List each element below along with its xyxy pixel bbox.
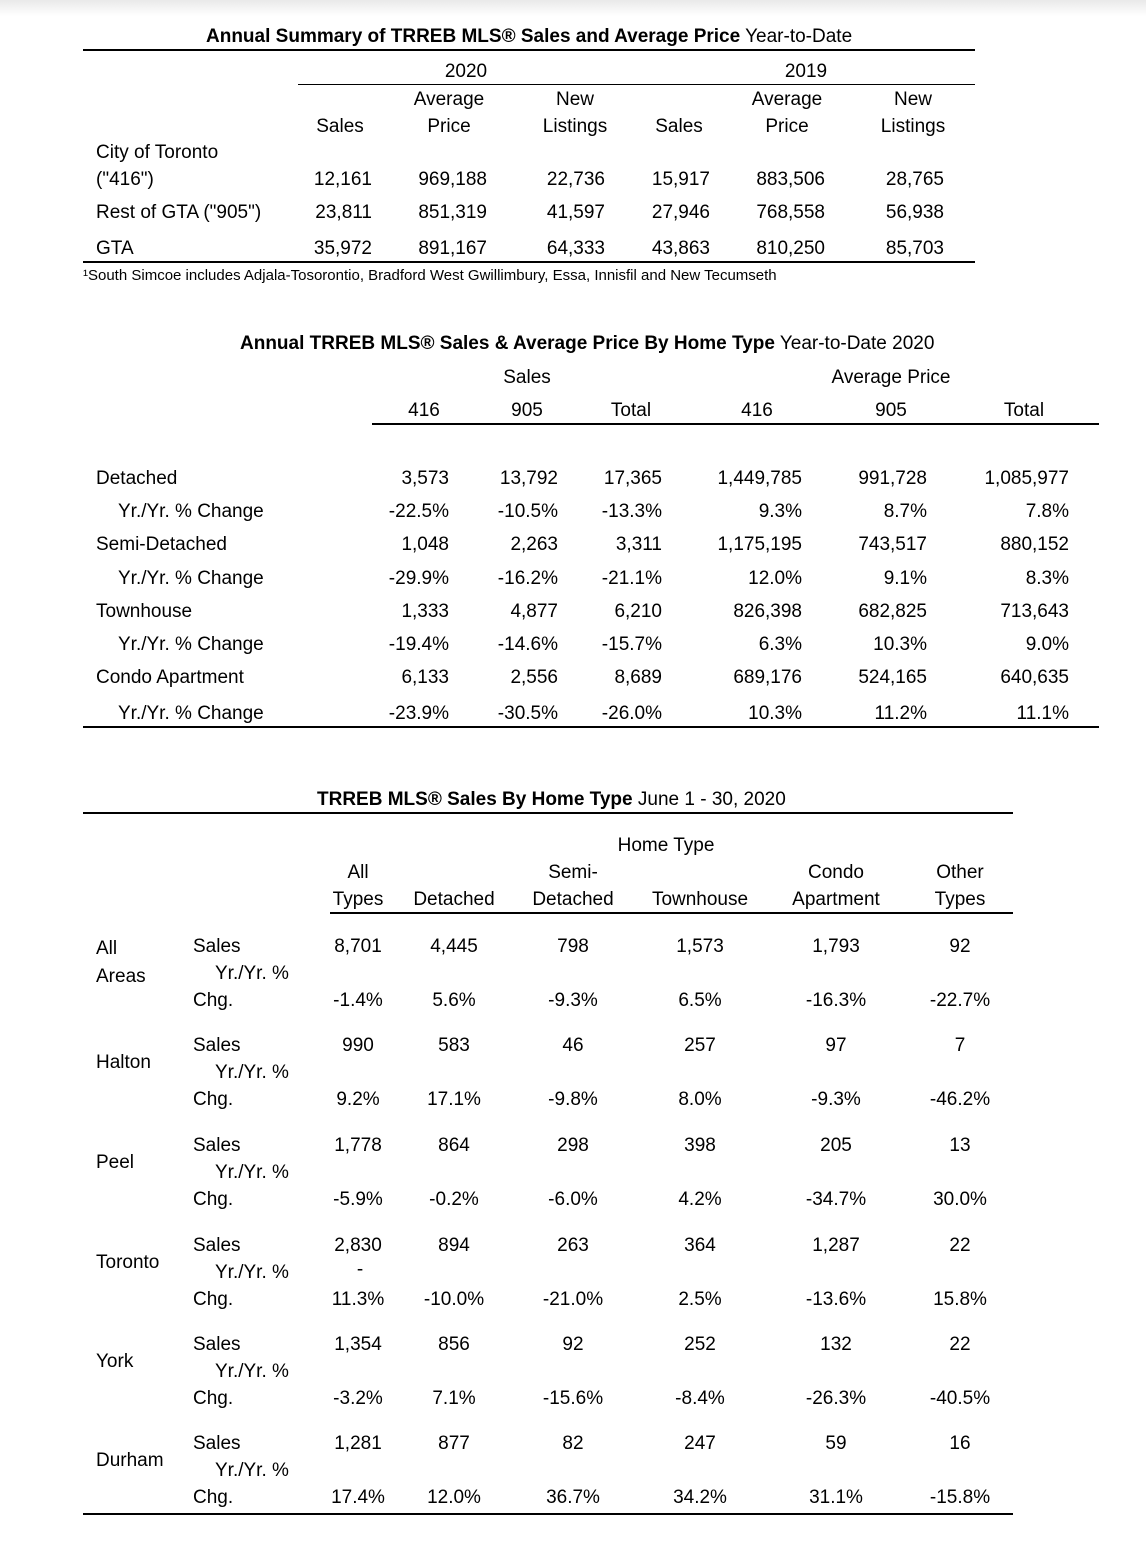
table-cell: 810,250 xyxy=(756,238,825,259)
table-cell: 132 xyxy=(820,1334,852,1355)
table-cell: 16 xyxy=(949,1433,971,1454)
metric-label-sales: Sales xyxy=(193,1035,241,1056)
table-cell: 28,765 xyxy=(885,169,944,190)
table-cell: 15.8% xyxy=(933,1289,987,1310)
table-cell: 1,048 xyxy=(401,534,449,555)
table-cell: 46 xyxy=(562,1035,584,1056)
metric-label-change: Yr./Yr. % xyxy=(215,1460,289,1481)
table-cell: 1,287 xyxy=(812,1235,860,1256)
table-cell: -19.4% xyxy=(388,634,449,655)
table-cell: 2,556 xyxy=(510,667,558,688)
row-label: City of Toronto xyxy=(96,142,219,163)
metric-label-change: Yr./Yr. % xyxy=(215,1162,289,1183)
summary-top-rule xyxy=(83,49,975,51)
table-cell: 35,972 xyxy=(313,238,372,259)
table-cell: -15.6% xyxy=(542,1388,604,1409)
table-cell: 12.0% xyxy=(427,1487,481,1508)
table-cell: 12,161 xyxy=(313,169,372,190)
table-cell: 3,311 xyxy=(615,534,662,555)
table-cell: 1,333 xyxy=(401,601,449,622)
metric-label-change: Yr./Yr. % xyxy=(215,963,289,984)
table-cell: 1,793 xyxy=(812,936,860,957)
table-cell: 9.2% xyxy=(336,1089,380,1110)
summary-year-rule xyxy=(298,84,975,85)
metric-label-change: Yr./Yr. % xyxy=(215,1062,289,1083)
table-cell: 56,938 xyxy=(885,202,944,223)
metric-label-sales: Sales xyxy=(193,1334,241,1355)
table-cell: 991,728 xyxy=(858,468,927,489)
col-header: Sales xyxy=(316,116,364,137)
table-cell: 583 xyxy=(438,1035,470,1056)
table-cell: 11.3% xyxy=(331,1289,385,1310)
table-cell: -29.9% xyxy=(388,568,449,589)
table-cell: 10.3% xyxy=(748,703,802,724)
table-cell: 59 xyxy=(825,1433,847,1454)
col-header: Detached xyxy=(532,889,614,910)
table-cell: 36.7% xyxy=(546,1487,600,1508)
metric-label-sales: Sales xyxy=(193,936,241,957)
table-cell: 97 xyxy=(825,1035,847,1056)
bytype-bottom-rule xyxy=(83,726,1099,728)
table-cell: 8.7% xyxy=(883,501,927,522)
table-cell: 27,946 xyxy=(651,202,710,223)
table-cell: 6,210 xyxy=(614,601,662,622)
table-cell: -9.3% xyxy=(811,1089,861,1110)
metric-label-sales: Sales xyxy=(193,1135,241,1156)
june-table-title: TRREB MLS® Sales By Home Type June 1 - 30, 2020 xyxy=(317,789,786,810)
table-cell: 883,506 xyxy=(756,169,825,190)
table-cell: 7 xyxy=(954,1035,966,1056)
table-cell: -10.5% xyxy=(497,501,558,522)
table-cell: 13,792 xyxy=(499,468,558,489)
col-header: Price xyxy=(427,116,471,137)
col-header: Average xyxy=(413,89,485,110)
region-name: All xyxy=(96,938,118,959)
metric-label-change: Chg. xyxy=(193,1487,234,1508)
table-cell: 640,635 xyxy=(1000,667,1069,688)
table-cell: 8,701 xyxy=(334,936,382,957)
table-cell: 22,736 xyxy=(546,169,605,190)
table-cell: -22.5% xyxy=(388,501,449,522)
table-cell: -34.7% xyxy=(805,1189,867,1210)
table-cell: -26.3% xyxy=(805,1388,867,1409)
table-cell: 524,165 xyxy=(858,667,927,688)
table-cell: -13.3% xyxy=(601,501,662,522)
metric-label-change: Yr./Yr. % xyxy=(215,1262,289,1283)
table-cell: -1.4% xyxy=(333,990,383,1011)
table-cell: 8,689 xyxy=(614,667,662,688)
table-cell: -15.7% xyxy=(601,634,662,655)
table-cell: -15.8% xyxy=(929,1487,991,1508)
table-cell: 398 xyxy=(684,1135,716,1156)
table-cell: 92 xyxy=(562,1334,584,1355)
metric-label-change: Chg. xyxy=(193,990,234,1011)
table-cell: 4,445 xyxy=(430,936,478,957)
table-cell: 17,365 xyxy=(603,468,662,489)
table-cell: 92 xyxy=(949,936,971,957)
table-cell: 1,449,785 xyxy=(717,468,802,489)
table-cell: 2,263 xyxy=(510,534,558,555)
table-cell: 877 xyxy=(438,1433,470,1454)
col-header: Total xyxy=(610,400,652,421)
table-cell: 6.5% xyxy=(678,990,722,1011)
metric-label-sales: Sales xyxy=(193,1433,241,1454)
col-header: Apartment xyxy=(792,889,880,910)
table-cell: 364 xyxy=(684,1235,716,1256)
table-cell: -46.2% xyxy=(929,1089,991,1110)
table-cell: 894 xyxy=(438,1235,470,1256)
table-cell: -30.5% xyxy=(497,703,558,724)
table-cell: 3,573 xyxy=(401,468,449,489)
col-header: 905 xyxy=(875,400,907,421)
table-cell: -0.2% xyxy=(429,1189,479,1210)
table-cell: 7.1% xyxy=(432,1388,476,1409)
table-cell: 743,517 xyxy=(858,534,927,555)
table-cell: 6,133 xyxy=(401,667,449,688)
table-cell: 13 xyxy=(949,1135,971,1156)
table-cell: 85,703 xyxy=(885,238,944,259)
table-cell: 9.3% xyxy=(758,501,802,522)
col-header: 416 xyxy=(741,400,773,421)
table-cell: -14.6% xyxy=(497,634,558,655)
metric-label-change: Yr./Yr. % xyxy=(215,1361,289,1382)
col-header: Total xyxy=(1003,400,1045,421)
table-cell: -22.7% xyxy=(929,990,991,1011)
region-name: Halton xyxy=(96,1052,151,1073)
row-label: Rest of GTA ("905") xyxy=(96,202,262,223)
row-label: Yr./Yr. % Change xyxy=(118,703,264,724)
table-cell: 969,188 xyxy=(418,169,487,190)
table-cell: 11.1% xyxy=(1016,703,1069,724)
summary-table-title: Annual Summary of TRREB MLS® Sales and Average Price Year-to-Date xyxy=(206,26,853,47)
table-cell: 4.2% xyxy=(678,1189,722,1210)
summary-bottom-rule xyxy=(83,261,975,263)
table-cell: 22 xyxy=(949,1235,971,1256)
table-cell: 30.0% xyxy=(933,1189,987,1210)
table-cell: 11.2% xyxy=(874,703,927,724)
table-cell: 5.6% xyxy=(432,990,476,1011)
col-header: New xyxy=(893,89,933,110)
row-label: Yr./Yr. % Change xyxy=(118,568,264,589)
col-header: Types xyxy=(934,889,986,910)
table-cell: 768,558 xyxy=(756,202,825,223)
col-header: Semi- xyxy=(548,862,598,883)
table-cell: -9.8% xyxy=(548,1089,598,1110)
metric-label-change: Chg. xyxy=(193,1089,234,1110)
bytype-header-rule xyxy=(372,423,1099,425)
table-cell: 1,573 xyxy=(676,936,724,957)
col-header: Townhouse xyxy=(651,889,749,910)
table-cell: 64,333 xyxy=(546,238,605,259)
table-cell: 8.0% xyxy=(678,1089,722,1110)
metric-label-sales: Sales xyxy=(193,1235,241,1256)
table-cell: 856 xyxy=(438,1334,470,1355)
group-header-home-type: Home Type xyxy=(617,835,715,856)
row-label: Detached xyxy=(96,468,178,489)
june-top-rule xyxy=(83,812,1013,814)
metric-label-change: Chg. xyxy=(193,1189,234,1210)
dash-mark: - xyxy=(356,1259,364,1280)
table-cell: 1,778 xyxy=(334,1135,382,1156)
summary-year-2020: 2020 xyxy=(444,61,488,82)
table-cell: 247 xyxy=(684,1433,716,1454)
table-cell: 82 xyxy=(562,1433,584,1454)
table-cell: -6.0% xyxy=(548,1189,598,1210)
col-header: Listings xyxy=(542,116,608,137)
row-label: Semi-Detached xyxy=(96,534,227,555)
region-name: Toronto xyxy=(96,1252,160,1273)
summary-footnote: ¹South Simcoe includes Adjala-Tosorontio, Bradford West Gwillimbury, Essa, Innisfil and New Tecumseth xyxy=(83,267,777,284)
table-cell: 689,176 xyxy=(733,667,802,688)
region-name: Durham xyxy=(96,1450,164,1471)
table-cell: -21.0% xyxy=(542,1289,604,1310)
col-header: New xyxy=(555,89,595,110)
region-name: Peel xyxy=(96,1152,135,1173)
table-cell: 252 xyxy=(684,1334,716,1355)
table-cell: 43,863 xyxy=(651,238,710,259)
col-header: 905 xyxy=(511,400,543,421)
table-cell: 17.4% xyxy=(331,1487,385,1508)
table-cell: -16.2% xyxy=(497,568,558,589)
table-cell: 15,917 xyxy=(651,169,710,190)
col-header: All xyxy=(347,862,369,883)
table-cell: 41,597 xyxy=(546,202,605,223)
table-cell: 205 xyxy=(820,1135,852,1156)
table-cell: -8.4% xyxy=(675,1388,725,1409)
table-cell: 1,085,977 xyxy=(984,468,1069,489)
group-header-sales: Sales xyxy=(503,367,551,388)
col-header: 416 xyxy=(408,400,440,421)
table-cell: -9.3% xyxy=(548,990,598,1011)
june-header-rule xyxy=(330,912,1013,914)
metric-label-change: Chg. xyxy=(193,1289,234,1310)
group-header-average-price: Average Price xyxy=(831,367,951,388)
table-cell: 880,152 xyxy=(1000,534,1069,555)
table-cell: 2,830 xyxy=(334,1235,382,1256)
table-cell: 23,811 xyxy=(315,202,372,223)
table-cell: 1,281 xyxy=(334,1433,382,1454)
col-header: Types xyxy=(332,889,384,910)
table-cell: 9.1% xyxy=(883,568,927,589)
row-label: GTA xyxy=(96,238,134,259)
table-cell: 31.1% xyxy=(809,1487,863,1508)
region-name: York xyxy=(96,1351,134,1372)
table-cell: -40.5% xyxy=(929,1388,991,1409)
col-header: Price xyxy=(765,116,809,137)
row-label: ("416") xyxy=(96,169,154,190)
table-cell: 713,643 xyxy=(1000,601,1069,622)
table-cell: 9.0% xyxy=(1025,634,1069,655)
table-cell: 34.2% xyxy=(673,1487,727,1508)
window-top-bar xyxy=(0,0,1146,16)
metric-label-change: Chg. xyxy=(193,1388,234,1409)
table-cell: 12.0% xyxy=(748,568,802,589)
row-label: Condo Apartment xyxy=(96,667,244,688)
table-cell: 2.5% xyxy=(678,1289,722,1310)
june-bottom-rule xyxy=(83,1513,1013,1515)
table-cell: -16.3% xyxy=(805,990,867,1011)
col-header: Listings xyxy=(880,116,946,137)
bytype-table-title: Annual TRREB MLS® Sales & Average Price By Home Type Year-to-Date 2020 xyxy=(240,333,935,354)
table-cell: 8.3% xyxy=(1025,568,1069,589)
col-header: Condo xyxy=(808,862,864,883)
table-cell: 22 xyxy=(949,1334,971,1355)
table-cell: 7.8% xyxy=(1025,501,1069,522)
region-name: Areas xyxy=(96,966,146,987)
table-cell: -5.9% xyxy=(333,1189,383,1210)
table-cell: 798 xyxy=(557,936,589,957)
table-cell: 1,354 xyxy=(334,1334,382,1355)
table-cell: 298 xyxy=(557,1135,589,1156)
table-cell: 682,825 xyxy=(858,601,927,622)
table-cell: -10.0% xyxy=(423,1289,485,1310)
row-label: Yr./Yr. % Change xyxy=(118,501,264,522)
table-cell: -3.2% xyxy=(333,1388,383,1409)
table-cell: 263 xyxy=(557,1235,589,1256)
table-cell: -21.1% xyxy=(601,568,662,589)
col-header: Detached xyxy=(413,889,495,910)
table-cell: 990 xyxy=(342,1035,374,1056)
row-label: Townhouse xyxy=(96,601,193,622)
table-cell: -13.6% xyxy=(805,1289,867,1310)
table-cell: 864 xyxy=(438,1135,470,1156)
table-cell: 891,167 xyxy=(418,238,487,259)
summary-year-2019: 2019 xyxy=(784,61,828,82)
table-cell: 851,319 xyxy=(418,202,487,223)
table-cell: 257 xyxy=(684,1035,716,1056)
table-cell: -23.9% xyxy=(388,703,449,724)
table-cell: 4,877 xyxy=(510,601,558,622)
table-cell: -26.0% xyxy=(601,703,662,724)
table-cell: 17.1% xyxy=(427,1089,481,1110)
table-cell: 826,398 xyxy=(733,601,802,622)
table-cell: 6.3% xyxy=(758,634,802,655)
col-header: Average xyxy=(751,89,823,110)
col-header: Other xyxy=(936,862,984,883)
col-header: Sales xyxy=(655,116,703,137)
row-label: Yr./Yr. % Change xyxy=(118,634,264,655)
table-cell: 1,175,195 xyxy=(717,534,802,555)
table-cell: 10.3% xyxy=(873,634,927,655)
